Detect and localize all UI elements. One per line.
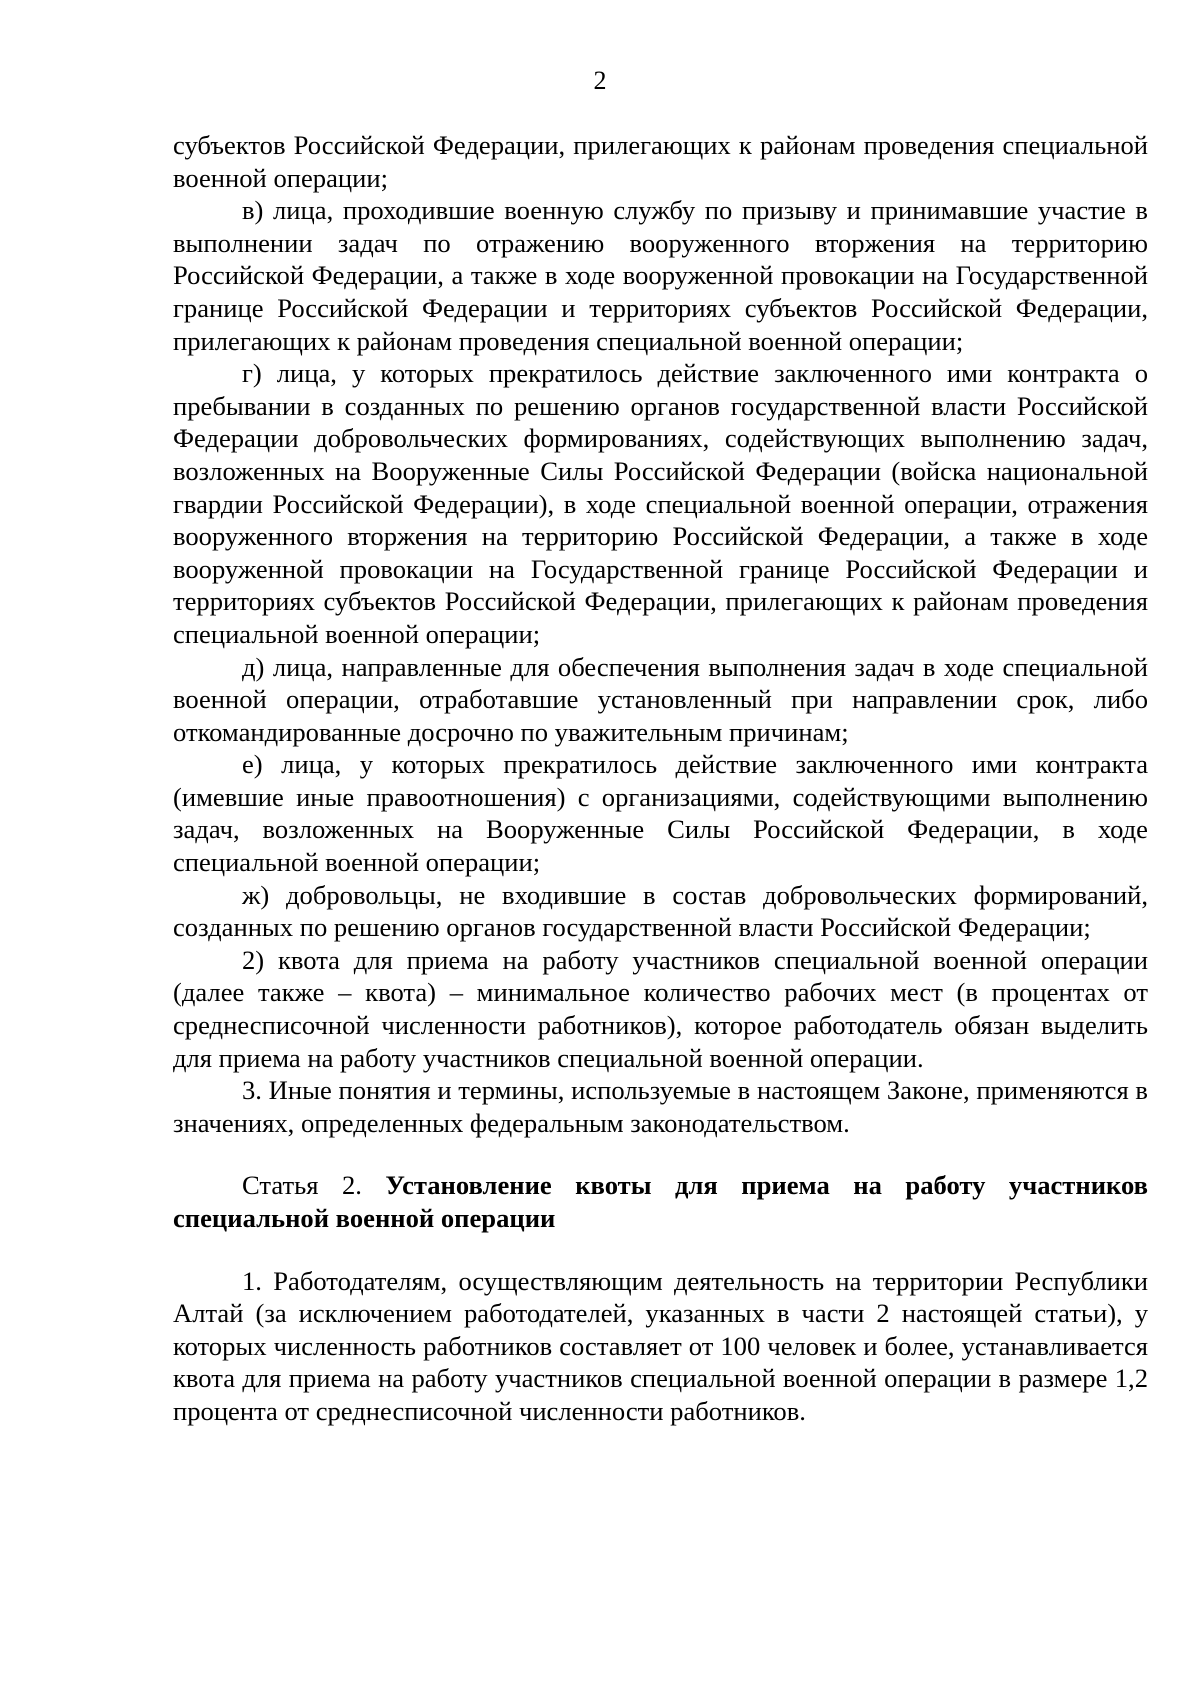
paragraph-item-zh: ж) добровольцы, не входившие в состав добровольческих формирований, созданных по решению органов государственной власти Российской Федерации;: [173, 879, 1148, 943]
article-paragraph-1: 1. Работодателям, осуществляющим деятельность на территории Республики Алтай (за исключением работодателей, указанных в части 2 настоящей статьи), у которых численность работников составляет от 100 человек и более, устанавливается квота для приема на работу участников специальной военной операции в размере 1,2 процента от среднесписочной численности работников.: [173, 1265, 1148, 1426]
paragraph-definition-2: 2) квота для приема на работу участников специальной военной операции (далее также – квота) – минимальное количество рабочих мест (в процентах от среднесписочной численности работников), которое работодатель обязан выделить для приема на работу участников специальной военной операции.: [173, 944, 1148, 1073]
document-body: [173, 129, 1148, 1428]
paragraph-item-g: г) лица, у которых прекратилось действие заключенного ими контракта о пребывании в созданных по решению органов государственной власти Российской Федерации добровольческих формированиях, содействующих выполнению задач, возложенных на Вооруженные Силы Российской Федерации (войска национальной гвардии Российской Федерации), в ходе специальной военной операции, отражения вооруженного вторжения на территорию Российской Федерации, а также в ходе вооруженной провокации на Государственной границе Российской Федерации и территориях субъектов Российской Федерации, прилегающих к районам проведения специальной военной операции;: [173, 358, 1148, 649]
paragraph-part-3: 3. Иные понятия и термины, используемые в настоящем Законе, применяются в значениях, определенных федеральным законодательством.: [173, 1075, 1148, 1138]
article-title: Установление квоты для приема на работу участников специальной военной операции: [173, 1170, 1148, 1233]
article-heading: [173, 1169, 1148, 1234]
paragraph-continuation: субъектов Российской Федерации, прилегающих к районам проведения специальной военной операции;: [173, 130, 1148, 193]
paragraph-item-d: д) лица, направленные для обеспечения выполнения задач в ходе специальной военной операции, отработавшие установленный при направлении срок, либо откомандированные досрочно по уважительным причинам;: [173, 651, 1148, 747]
paragraph-item-e: е) лица, у которых прекратилось действие заключенного ими контракта (имевшие иные правоотношения) с организациями, содействующими выполнению задач, возложенных на Вооруженные Силы Российской Федерации, в ходе специальной военной операции;: [173, 749, 1148, 878]
page-number: 2: [593, 66, 607, 95]
paragraph-item-v: в) лица, проходившие военную службу по призыву и принимавшие участие в выполнении задач по отражению вооруженного вторжения на территорию Российской Федерации, а также в ходе вооруженной провокации на Государственной границе Российской Федерации и территориях субъектов Российской Федерации, прилегающих к районам проведения специальной военной операции;: [173, 195, 1148, 356]
article-prefix: Статья 2.: [242, 1170, 386, 1201]
